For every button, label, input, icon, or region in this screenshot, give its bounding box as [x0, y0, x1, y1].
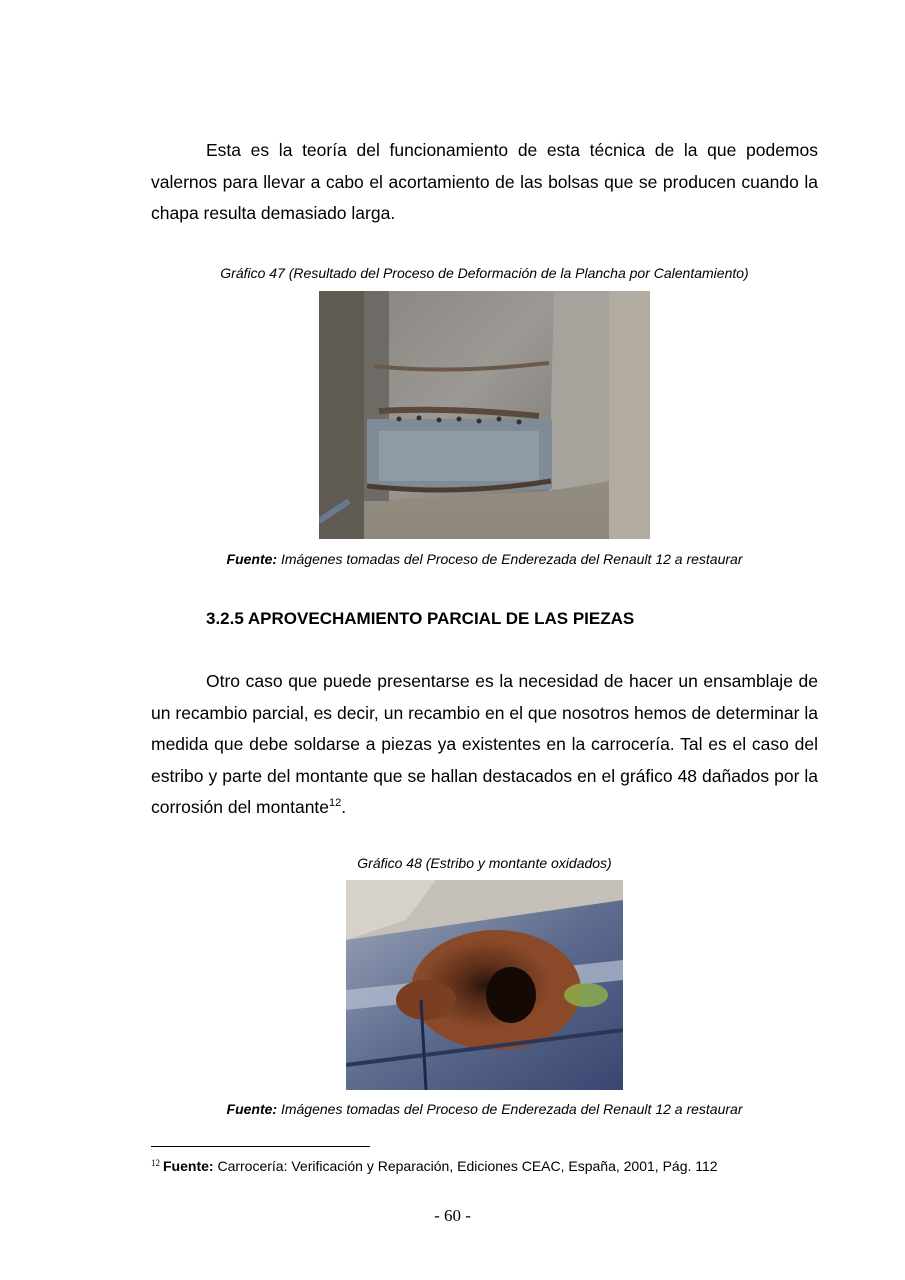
paragraph-intro — [151, 135, 818, 230]
figure-47-source — [151, 550, 818, 568]
paragraph-partial-text: Otro caso que puede presentarse es la necesidad de hacer un ensamblaje de un recambio parcial, es decir, un recambio en el que nosotros hemos de determinar la medida que debe soldarse a piezas ya existentes en la carrocería. Tal es el caso del estribo y parte del montante que se hallan destacados en el gráfico 48 dañados por la corrosión del montante — [151, 671, 818, 817]
figure-48-caption: Gráfico 48 (Estribo y montante oxidados) — [357, 855, 612, 871]
figure-48-source-label: Fuente: — [226, 1101, 278, 1117]
figure-47-source-label: Fuente: — [226, 551, 278, 567]
paragraph-intro-text: Esta es la teoría del funcionamiento de esta técnica de la que podemos valernos para llevar a cabo el acortamiento de las bolsas que se producen cuando la chapa resulta demasiado larga. — [151, 140, 818, 223]
footnote-divider — [151, 1146, 370, 1147]
section-heading: 3.2.5 APROVECHAMIENTO PARCIAL DE LAS PIEZAS — [206, 609, 635, 628]
footnote — [151, 1154, 718, 1175]
figure-47-caption: Gráfico 47 (Resultado del Proceso de Deformación de la Plancha por Calentamiento) — [220, 265, 749, 281]
footnote-text: Carrocería: Verificación y Reparación, Ediciones CEAC, España, 2001, Pág. 112 — [213, 1158, 718, 1174]
footnote-reference[interactable]: 12 — [329, 797, 342, 809]
page-number: - 60 - — [434, 1206, 471, 1225]
figure-47-source-text: Imágenes tomadas del Proceso de Enderezada del Renault 12 a restaurar — [277, 551, 743, 567]
paragraph-partial-replacement — [151, 666, 818, 824]
figure-47-photo — [319, 291, 650, 539]
footnote-label: Fuente: — [163, 1158, 214, 1174]
figure-48-source-text: Imágenes tomadas del Proceso de Enderezada del Renault 12 a restaurar — [277, 1101, 743, 1117]
figure-48-source — [151, 1100, 818, 1118]
footnote-number: 12 — [151, 1158, 160, 1168]
paragraph-partial-end: . — [341, 797, 347, 817]
figure-48-photo — [346, 880, 623, 1090]
